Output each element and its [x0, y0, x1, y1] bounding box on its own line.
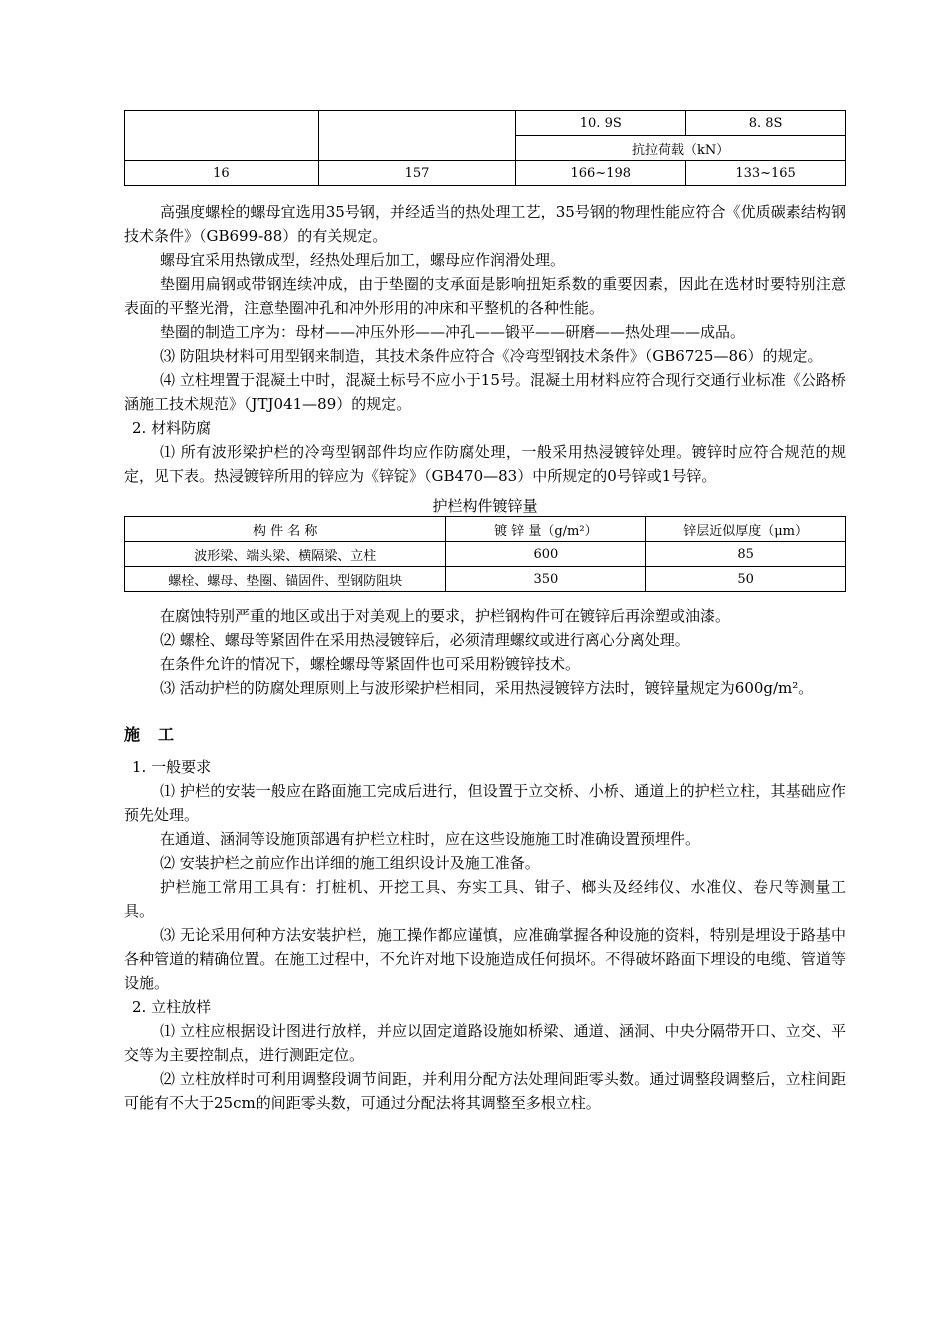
- paragraph: 在腐蚀特别严重的地区或出于对美观上的要求，护栏钢构件可在镀锌后再涂塑或油漆。: [160, 607, 731, 625]
- table-cell: 螺栓、螺母、垫圈、锚固件、型钢防阻块: [125, 567, 446, 592]
- body-text-block: [124, 755, 846, 1115]
- paragraph: 在通道、涵洞等设施顶部遇有护栏立柱时，应在这些设施施工时准确设置预埋件。: [160, 830, 701, 848]
- zinc-coating-table: [124, 516, 846, 592]
- paragraph: 高强度螺栓的螺母宜选用35号钢，并经适当的热处理工艺，35号钢的物理性能应符合《优质碳素结构钢技术条件》（GB699-88）的有关规定。: [124, 203, 846, 245]
- table-row: [125, 542, 846, 567]
- paragraph: ⑵ 安装护栏之前应作出详细的施工组织设计及施工准备。: [160, 854, 540, 872]
- table-cell: 600: [446, 542, 646, 567]
- load-header: 抗拉荷载（kN）: [516, 136, 846, 161]
- table-cell: 157: [318, 161, 516, 186]
- column-header: 镀 锌 量（g/m²）: [446, 517, 646, 542]
- paragraph: ⑴ 护栏的安装一般应在路面施工完成后进行，但设置于立交桥、小桥、通道上的护栏立柱，其基础应作预先处理。: [124, 782, 846, 824]
- paragraph: ⑷ 立柱埋置于混凝土中时，混凝土标号不应小于15号。混凝土用材料应符合现行交通行业标准《公路桥涵施工技术规范》（JTJ041—89）的规定。: [124, 371, 846, 413]
- column-header: 锌层近似厚度（μm）: [646, 517, 846, 542]
- grade-header: 8. 8S: [686, 111, 846, 136]
- body-text-block: [124, 200, 846, 488]
- paragraph: ⑴ 立柱应根据设计图进行放样，并应以固定道路设施如桥梁、通道、涵洞、中央分隔带开口、立交、平交等为主要控制点，进行测距定位。: [124, 1022, 846, 1064]
- column-header: 构 件 名 称: [125, 517, 446, 542]
- paragraph: 垫圈的制造工序为：母材——冲压外形——冲孔——锻平——研磨——热处理——成品。: [160, 323, 746, 341]
- table-caption: 护栏构件镀锌量: [432, 497, 538, 515]
- paragraph: ⑶ 防阻块材料可用型钢来制造，其技术条件应符合《冷弯型钢技术条件》（GB6725—86）的规定。: [160, 347, 823, 365]
- table-row: [125, 161, 846, 186]
- table-cell: 50: [646, 567, 846, 592]
- paragraph: ⑵ 立柱放样时可利用调整段调节间距，并利用分配方法处理间距零头数。通过调整段调整后，立柱间距可能有不大于25cm的间距零头数，可通过分配法将其调整至多根立柱。: [124, 1070, 846, 1112]
- table-row: [125, 567, 846, 592]
- table-cell: 133~165: [686, 161, 846, 186]
- table-cell: 波形梁、端头梁、横隔梁、立柱: [125, 542, 446, 567]
- table-cell: 350: [446, 567, 646, 592]
- table-cell: 166~198: [516, 161, 686, 186]
- subheading: 1. 一般要求: [132, 758, 212, 776]
- table-cell-empty: [125, 111, 319, 161]
- paragraph: ⑶ 无论采用何种方法安装护栏，施工操作都应谨慎，应准确掌握各种设施的资料，特别是埋设于路基中各种管道的精确位置。在施工过程中，不允许对地下设施造成任何损坏。不得破坏路面下埋设的电缆、管道等设施。: [124, 926, 846, 992]
- body-text-block: [124, 604, 846, 700]
- document-page: [124, 110, 846, 1115]
- table-cell: 85: [646, 542, 846, 567]
- paragraph: ⑴ 所有波形梁护栏的冷弯型钢部件均应作防腐处理，一般采用热浸镀锌处理。镀锌时应符合规范的规定，见下表。热浸镀锌所用的锌应为《锌锭》（GB470—83）中所规定的0号锌或1号锌。: [124, 443, 846, 485]
- paragraph: 垫圈用扁钢或带钢连续冲成，由于垫圈的支承面是影响扭矩系数的重要因素，因此在选材时要特别注意表面的平整光滑，注意垫圈冲孔和冲外形用的冲床和平整机的各种性能。: [124, 275, 846, 317]
- paragraph: 螺母宜采用热镦成型，经热处理后加工，螺母应作润滑处理。: [160, 251, 566, 269]
- section-title: 施 工: [124, 725, 176, 744]
- paragraph: ⑶ 活动护栏的防腐处理原则上与波形梁护栏相同，采用热浸镀锌方法时，镀锌量规定为600g/m²。: [160, 679, 814, 697]
- bolt-load-table: [124, 110, 846, 186]
- table-cell: 16: [125, 161, 319, 186]
- subheading: 2. 立柱放样: [132, 998, 212, 1016]
- grade-header: 10. 9S: [516, 111, 686, 136]
- subheading: 2. 材料防腐: [132, 419, 212, 437]
- table-cell-empty: [318, 111, 516, 161]
- paragraph: ⑵ 螺栓、螺母等紧固件在采用热浸镀锌后，必须清理螺纹或进行离心分离处理。: [160, 631, 690, 649]
- paragraph: 在条件允许的情况下，螺栓螺母等紧固件也可采用粉镀锌技术。: [160, 655, 581, 673]
- paragraph: 护栏施工常用工具有：打桩机、开挖工具、夯实工具、钳子、榔头及经纬仪、水准仪、卷尺等测量工具。: [124, 878, 846, 920]
